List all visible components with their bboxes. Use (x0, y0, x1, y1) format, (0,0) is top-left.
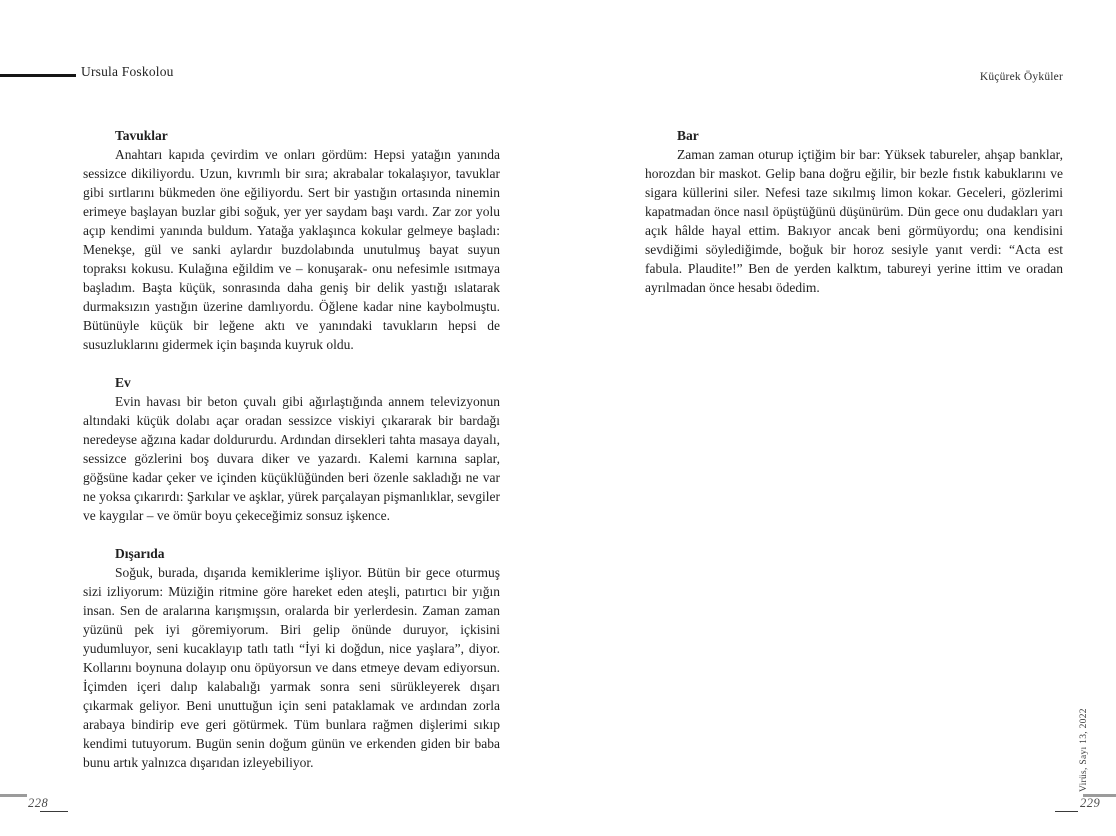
spine-issue-label: Virüs, Sayı 13, 2022 (1079, 708, 1089, 792)
story-title: Dışarıda (115, 546, 165, 561)
story-title: Ev (115, 375, 131, 390)
story-text: Evin havası bir beton çuvalı gibi ağırlaştığında annem televizyonun altındaki küçük dolabı açar oradan sessizce viskiyi çıkararak bir bardağı neredeyse ağzına kadar doldururdu. Ardından dirsekleri tahta masaya dayalı, sessizce gözlerini boş duvara diker ve yazardı. Kalemi karnına saplar, göğsüne kadar çeker ve içinden küçüklüğünden beri özenle sakladığı ne var ne yoksa çıkarırdı: Şarkılar ve aşklar, yürek parçalayan pişmanlıklar, sevgiler ve kaygılar – ve ömür boyu çekeceğimiz sonsuz işkence. (83, 394, 500, 523)
story-title: Tavuklar (115, 128, 168, 143)
story-title: Bar (677, 128, 699, 143)
footer-rule-left (0, 794, 27, 797)
story-bar (645, 126, 1063, 297)
page-number-dash-right (1055, 811, 1078, 812)
story-text: Soğuk, burada, dışarıda kemiklerime işliyor. Bütün bir gece oturmuş sizi izliyorum: Müziğin ritmine göre hareket eden ateşli, patırtıcı bir yığın insan. Sen de aralarına karışmışsın, oralarda bir yerlerdesin. Zaman zaman yüzünü pek iyi göremiyorum. Biri gelip önünde duruyor, içkisini yudumluyor, seni kucaklayıp tatlı tatlı “İyi ki doğdun, nice yaşlara”, diyor. Kollarını boynuna dolayıp onu öpüyorsun ve dans etmeye devam ediyorsun. İçimden içeri dalıp kalabalığı yarmak sonra seni sürükleyerek dışarı çıkarmak geliyor. Beni unuttuğun için seni pataklamak ve ardından zorla arabaya bindirip eve geri götürmek. Tüm bunlara rağmen dişlerimi sıkıp kendimi tutuyorum. Bugün senin doğum günün ve erkenden giden bir baba bunu artık yalnızca dışarıdan izleyebiliyor. (83, 565, 500, 770)
page-number-dash-left (40, 811, 68, 812)
story-disarida (83, 544, 500, 772)
header-rule (0, 74, 76, 77)
right-page-column (645, 126, 1063, 297)
story-tavuklar (83, 126, 500, 354)
story-text: Zaman zaman oturup içtiğim bir bar: Yüksek tabureler, ahşap banklar, horozdan bir maskot. Gelip bana doğru eğilir, bir bezle fıstık kabuklarını ve sigara küllerini siler. Nefesi taze sıkılmış limon kokar. Geceleri, gözlerimi kapatmadan önce nasıl öpüştüğünü düşünürüm. Dün gece onu dudakları yarı açık hâlde hayal ettim. Bakıyor ancak beni görmüyordu; ona kendisini sevdiğimi söylediğimde, boğuk bir horoz sesiyle yanıt verdi: “Acta est fabula. Plaudite!” Ben de yerden kalktım, tabureyi yerine ittim ve oradan ayrılmadan önce hesabı ödedim. (645, 147, 1063, 295)
story-ev (83, 373, 500, 525)
running-header-section: Küçürek Öyküler (979, 71, 1063, 83)
running-header-author: Ursula Foskolou (81, 64, 174, 79)
page-number-left: 228 (28, 796, 49, 810)
story-text: Anahtarı kapıda çevirdim ve onları gördüm: Hepsi yatağın yanında sessizce dikiliyordu. Uzun, kıvrımlı bir sıra; akrabalar tokalaşıyor, tavuklar gibi sırtlarını bükmeden öne eğiliyordu. Sert bir yastığın ortasında ninemin erimeye başlayan buzlar gibi soğuk, yer yer saydam başı vardı. Zar zor yolu açıp kendimi yanında buldum. Yatağa yaklaşınca kokular gelmeye başladı: Menekşe, gül ve sanki aylardır buzdolabında unutulmuş bayat suyun topraksı kokusu. Kulağına eğildim ve – konuşarak- onu nefesimle ısıtmaya başladım. Başta küçük, sonrasında daha geniş bir delik yastığı ıslatarak durmaksızın yastığın üzerine damlıyordu. Öğlene kadar nine kaybolmuştu. Bütünüyle küçük bir leğene aktı ve yanındaki tavukların hepsi de susuzluklarını gidermek için başında kuyruk oldu. (83, 147, 500, 352)
page-number-right: 229 (1080, 796, 1101, 810)
left-page-column (83, 126, 500, 772)
